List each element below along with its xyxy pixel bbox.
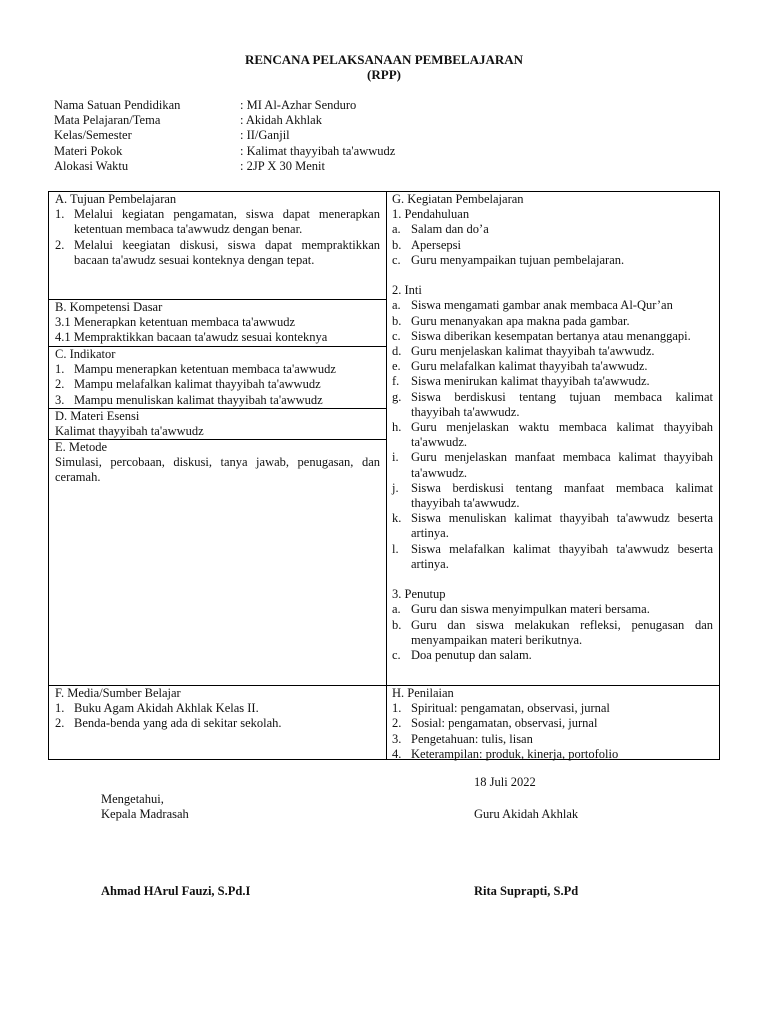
spacer — [392, 572, 713, 587]
signature-right-name: Rita Suprapti, S.Pd — [474, 884, 579, 898]
spacer — [392, 268, 713, 283]
list-item: c. Doa penutup dan salam. — [392, 648, 532, 663]
list-item: 4. Keterampilan: produk, kinerja, portofolio — [392, 746, 619, 761]
list-item: 2. Melalui keegiatan diskusi, siswa dapat mempraktikkan bacaan ta'awudz sesuai konteknya dengan tepat. — [55, 237, 380, 267]
section-heading: C. Indikator — [55, 347, 116, 361]
list-item: g. Siswa berdiskusi tentang tujuan membaca kalimat thayyibah ta'awwudz. — [392, 389, 713, 419]
info-value: : Kalimat thayyibah ta'awwudz — [240, 143, 396, 158]
section-media — [49, 685, 386, 759]
section-heading: F. Media/Sumber Belajar — [55, 686, 181, 700]
list-item: 1. Melalui kegiatan pengamatan, siswa dapat menerapkan ketentuan membaca ta'awwudz dengan benar. — [55, 207, 380, 237]
section-metode — [49, 439, 386, 685]
list-item: 3. Pengetahuan: tulis, lisan — [392, 731, 533, 746]
info-label: Materi Pokok — [54, 143, 123, 158]
list-item: 3. Mampu menuliskan kalimat thayyibah ta'awwudz — [55, 392, 323, 407]
list-item: b. Guru menanyakan apa makna pada gambar. — [392, 313, 630, 328]
info-value: : Akidah Akhlak — [240, 113, 322, 128]
list-item: 1. Spiritual: pengamatan, observasi, jurnal — [392, 701, 610, 716]
rpp-table — [48, 191, 720, 760]
list-item: c. Guru menyampaikan tujuan pembelajaran. — [392, 252, 625, 267]
list-item: k. Siswa menuliskan kalimat thayyibah ta'awwudz beserta artinya. — [392, 511, 713, 541]
section-heading: E. Metode — [55, 440, 108, 454]
list-item: i. Guru menjelaskan manfaat membaca kalimat thayyibah ta'awwudz. — [392, 450, 713, 480]
list-item: a. Siswa mengamati gambar anak membaca Al-Qur’an — [392, 298, 673, 313]
subsection-heading: 3. Penutup — [392, 587, 446, 602]
info-row — [54, 113, 395, 128]
list-item: b. Guru dan siswa melakukan refleksi, penugasan dan menyampaikan materi berikutnya. — [392, 617, 713, 647]
subsection-heading: 2. Inti — [392, 283, 422, 298]
left-column — [49, 192, 387, 759]
identity-block — [54, 98, 395, 174]
info-value: : II/Ganjil — [240, 128, 290, 143]
signature-date: 18 Juli 2022 — [474, 775, 536, 789]
document-subtitle: (RPP) — [367, 67, 401, 82]
right-column — [386, 192, 719, 759]
info-label: Nama Satuan Pendidikan — [54, 98, 181, 112]
section-heading: D. Materi Esensi — [55, 409, 140, 423]
info-row — [54, 128, 395, 143]
section-text: Simulasi, percobaan, diskusi, tanya jawab, penugasan, dan ceramah. — [55, 455, 380, 485]
list-item: h. Guru menjelaskan waktu membaca kalimat thayyibah ta'awwudz. — [392, 420, 713, 450]
info-label: Mata Pelajaran/Tema — [54, 113, 161, 128]
info-row — [54, 98, 395, 113]
list-item: 1. Mampu menerapkan ketentuan membaca ta'awwudz — [55, 362, 336, 377]
list-item: e. Guru melafalkan kalimat thayyibah ta'awwudz. — [392, 359, 648, 374]
info-value: : MI Al-Azhar Senduro — [240, 98, 357, 112]
list-item: 2. Benda-benda yang ada di sekitar sekolah. — [55, 716, 282, 731]
section-text: Kalimat thayyibah ta'awwudz — [55, 424, 204, 439]
list-item: a. Guru dan siswa menyimpulkan materi bersama. — [392, 602, 650, 617]
section-materi — [49, 408, 386, 439]
signature-left-line1: Mengetahui, — [101, 792, 164, 806]
list-item: f. Siswa menirukan kalimat thayyibah ta'awwudz. — [392, 374, 650, 389]
info-label: Kelas/Semester — [54, 128, 132, 143]
info-row — [54, 144, 395, 159]
section-kompetensi — [49, 299, 386, 346]
list-item: a. Salam dan do’a — [392, 222, 489, 237]
list-item: 2. Mampu melafalkan kalimat thayyibah ta'awwudz — [55, 377, 321, 392]
info-value: : 2JP X 30 Menit — [240, 158, 325, 173]
section-heading: G. Kegiatan Pembelajaran — [392, 192, 524, 206]
document-title: RENCANA PELAKSANAAN PEMBELAJARAN — [244, 52, 524, 67]
list-item: 2. Sosial: pengamatan, observasi, jurnal — [392, 716, 598, 731]
signature-left-name: Ahmad HArul Fauzi, S.Pd.I — [101, 884, 251, 898]
signature-left-line2: Kepala Madrasah — [101, 807, 189, 821]
section-heading: A. Tujuan Pembelajaran — [55, 192, 177, 206]
list-item: 1. Buku Agam Akidah Akhlak Kelas II. — [55, 701, 259, 716]
list-item: c. Siswa diberikan kesempatan bertanya atau menanggapi. — [392, 328, 691, 343]
list-item: j. Siswa berdiskusi tentang manfaat membaca kalimat thayyibah ta'awwudz. — [392, 480, 713, 511]
section-indikator — [49, 346, 386, 408]
list-item: b. Apersepsi — [392, 237, 461, 252]
list-item: 3.1 Menerapkan ketentuan membaca ta'awwudz — [55, 315, 295, 330]
section-heading: B. Kompetensi Dasar — [55, 300, 163, 314]
section-tujuan — [49, 192, 386, 299]
section-penilaian — [386, 685, 719, 759]
section-kegiatan — [386, 192, 719, 685]
info-label: Alokasi Waktu — [54, 158, 129, 173]
info-row — [54, 159, 395, 174]
list-item: l. Siswa melafalkan kalimat thayyibah ta'awwudz beserta artinya. — [392, 541, 713, 571]
list-item: d. Guru menjelaskan kalimat thayyibah ta'awwudz. — [392, 344, 655, 359]
list-item: 4.1 Mempraktikkan bacaan ta'awudz sesuai konteknya — [55, 330, 328, 345]
subsection-heading: 1. Pendahuluan — [392, 207, 470, 222]
signature-right-line: Guru Akidah Akhlak — [474, 807, 579, 821]
section-heading: H. Penilaian — [392, 686, 454, 700]
